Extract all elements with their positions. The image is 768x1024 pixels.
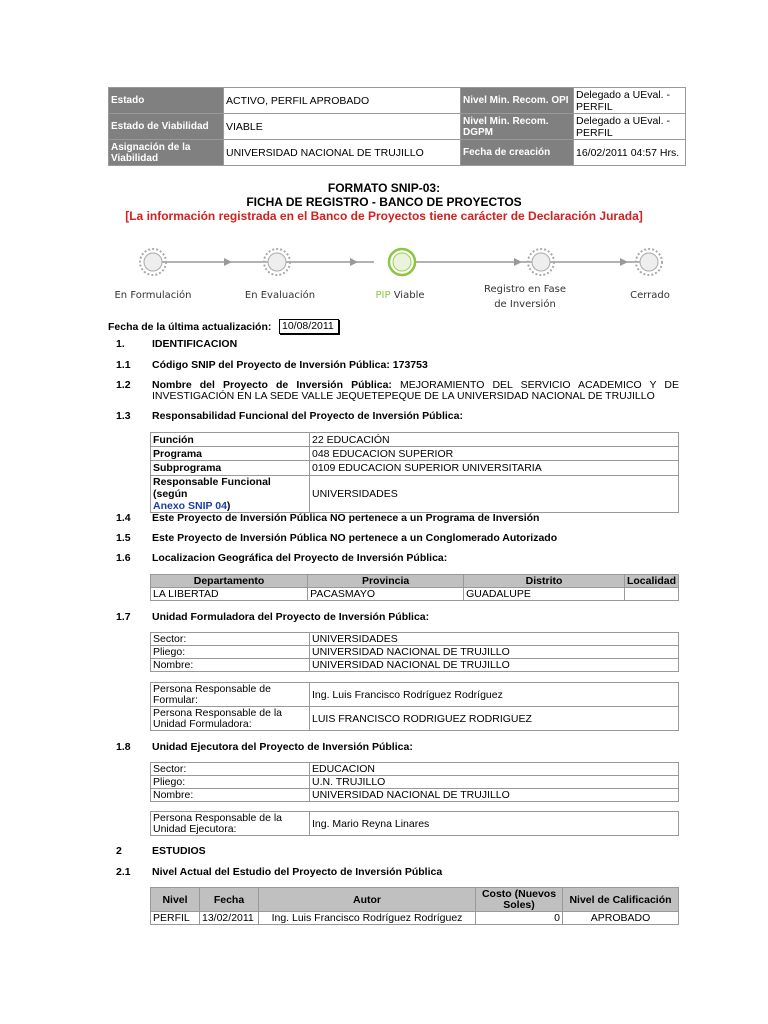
stage-label-registro-line2: de Inversión <box>494 299 556 310</box>
stage-label-formulacion: En Formulación <box>114 290 192 301</box>
section-1-5-number: 1.5 <box>116 532 131 544</box>
location-table <box>150 574 679 601</box>
ue-persona-value: Ing. Mario Reyna Linares <box>310 812 679 836</box>
study-header-calificacion: Nivel de Calificación <box>563 888 679 912</box>
location-header-provincia: Provincia <box>308 575 464 588</box>
location-header-localidad: Localidad <box>624 575 678 588</box>
study-nivel: PERFIL <box>151 912 200 925</box>
ue-sector-value: EDUCACION <box>310 763 679 776</box>
stage-label-viable-pip: PIP <box>375 290 391 301</box>
fecha-creacion-label: Fecha de creación <box>461 140 574 166</box>
uf-persona-unidad-label: Persona Responsable de la Unidad Formuladora: <box>151 707 310 731</box>
section-1-title: IDENTIFICACION <box>152 338 238 350</box>
stage-label-evaluacion: En Evaluación <box>244 290 316 301</box>
ue-persona-label: Persona Responsable de la Unidad Ejecutora: <box>151 812 310 836</box>
section-1-8-title: Unidad Ejecutora del Proyecto de Inversión Pública: <box>152 741 413 753</box>
programa-value: 048 EDUCACION SUPERIOR <box>310 447 679 461</box>
stage-circle-cerrado <box>636 249 662 275</box>
stage-circle-formulacion <box>140 249 166 275</box>
status-header-table <box>108 87 686 166</box>
responsable-funcional-close: ) <box>226 500 231 512</box>
section-1-8-number: 1.8 <box>116 741 131 753</box>
form-title-declaration: [La información registrada en el Banco de Proyectos tiene carácter de Declaración Jurada] <box>125 209 643 223</box>
study-autor: Ing. Luis Francisco Rodríguez Rodríguez <box>259 912 476 925</box>
nivel-opi-value: Delegado a UEval. - PERFIL <box>574 88 686 114</box>
fecha-creacion-value: 16/02/2011 04:57 Hrs. <box>574 140 686 166</box>
funcion-value: 22 EDUCACIÓN <box>310 433 679 447</box>
nivel-dgpm-label: Nivel Min. Recom. DGPM <box>461 114 574 140</box>
nivel-dgpm-value: Delegado a UEval. - PERFIL <box>574 114 686 140</box>
stage-progress <box>120 240 670 285</box>
section-2-title: ESTUDIOS <box>152 845 206 857</box>
study-costo: 0 <box>476 912 563 925</box>
study-header-fecha: Fecha <box>200 888 259 912</box>
location-provincia: PACASMAYO <box>308 588 464 601</box>
section-1-4-number: 1.4 <box>116 512 131 524</box>
form-title-line1: FORMATO SNIP-03: <box>327 181 441 195</box>
stage-label-viable-word: Viable <box>393 290 425 301</box>
formulating-unit-table <box>150 632 679 672</box>
update-date-label: Fecha de la última actualización: <box>108 321 272 333</box>
ue-pliego-value: U.N. TRUJILLO <box>310 776 679 789</box>
uf-nombre-label: Nombre: <box>151 659 310 672</box>
uf-pliego-label: Pliego: <box>151 646 310 659</box>
nivel-opi-label: Nivel Min. Recom. OPI <box>461 88 574 114</box>
section-1-6-title: Localizacion Geográfica del Proyecto de Inversión Pública: <box>152 552 448 564</box>
uf-persona-formular-label: Persona Responsable de Formular: <box>151 683 310 707</box>
uf-persona-unidad-value: LUIS FRANCISCO RODRIGUEZ RODRIGUEZ <box>310 707 679 731</box>
project-name-label: Nombre del Proyecto de Inversión Pública: <box>152 379 392 391</box>
location-header-distrito: Distrito <box>464 575 625 588</box>
update-date-value: 10/08/2011 <box>279 319 339 334</box>
project-name-text-a: MEJORAMIENTO DEL SERVICIO ACADEMICO Y DE <box>400 379 679 391</box>
executing-unit-table <box>150 762 679 802</box>
uf-sector-value: UNIVERSIDADES <box>310 633 679 646</box>
asignacion-label: Asignación de la Viabilidad <box>109 140 224 166</box>
ue-sector-label: Sector: <box>151 763 310 776</box>
stage-label-cerrado: Cerrado <box>630 290 670 301</box>
location-departamento: LA LIBERTAD <box>151 588 308 601</box>
responsable-funcional-label <box>151 476 310 513</box>
section-1-4-text: Este Proyecto de Inversión Pública NO pertenece a un Programa de Inversión <box>152 512 540 524</box>
stage-circle-registro <box>528 249 554 275</box>
formulating-persons-table <box>150 682 679 731</box>
uf-sector-label: Sector: <box>151 633 310 646</box>
study-calificacion: APROBADO <box>563 912 679 925</box>
form-title-line2: FICHA DE REGISTRO - BANCO DE PROYECTOS <box>246 195 522 209</box>
section-1-number: 1. <box>116 338 125 350</box>
ue-pliego-label: Pliego: <box>151 776 310 789</box>
section-1-5-text: Este Proyecto de Inversión Pública NO pertenece a un Conglomerado Autorizado <box>152 532 558 544</box>
section-2-number: 2 <box>116 845 122 857</box>
location-localidad <box>624 588 678 601</box>
stage-circle-viable <box>389 249 415 275</box>
anexo-snip-04-link[interactable]: Anexo SNIP 04 <box>153 500 227 512</box>
section-1-6-number: 1.6 <box>116 552 131 564</box>
snip-code: Código SNIP del Proyecto de Inversión Pública: 173753 <box>152 359 428 371</box>
uf-pliego-value: UNIVERSIDAD NACIONAL DE TRUJILLO <box>310 646 679 659</box>
study-fecha: 13/02/2011 <box>200 912 259 925</box>
section-1-7-number: 1.7 <box>116 611 131 623</box>
study-header-costo: Costo (Nuevos Soles) <box>476 888 563 912</box>
asignacion-value: UNIVERSIDAD NACIONAL DE TRUJILLO <box>224 140 461 166</box>
subprograma-label: Subprograma <box>151 461 310 476</box>
location-header-departamento: Departamento <box>151 575 308 588</box>
study-table <box>150 887 679 925</box>
ue-nombre-value: UNIVERSIDAD NACIONAL DE TRUJILLO <box>310 789 679 802</box>
responsable-funcional-text: Responsable Funcional (según <box>153 476 271 500</box>
stage-label-registro <box>475 282 575 312</box>
section-1-7-title: Unidad Formuladora del Proyecto de Inversión Pública: <box>152 611 430 623</box>
viabilidad-label: Estado de Viabilidad <box>109 114 224 140</box>
uf-nombre-value: UNIVERSIDAD NACIONAL DE TRUJILLO <box>310 659 679 672</box>
subprograma-value: 0109 EDUCACION SUPERIOR UNIVERSITARIA <box>310 461 679 476</box>
section-2-1-number: 2.1 <box>116 866 131 878</box>
executing-person-table <box>150 811 679 836</box>
viabilidad-value: VIABLE <box>224 114 461 140</box>
programa-label: Programa <box>151 447 310 461</box>
project-name-line2: INVESTIGACIÓN EN LA SEDE VALLE JEQUETEPEQUE DE LA UNIVERSIDAD NACIONAL DE TRUJILLO <box>152 390 655 402</box>
section-1-3-title: Responsabilidad Funcional del Proyecto de Inversión Pública: <box>152 410 463 422</box>
funcion-label: Función <box>151 433 310 447</box>
section-1-3-number: 1.3 <box>116 410 131 422</box>
stage-label-registro-line1: Registro en Fase <box>483 284 567 295</box>
uf-persona-formular-value: Ing. Luis Francisco Rodríguez Rodríguez <box>310 683 679 707</box>
stage-circle-evaluacion <box>264 249 290 275</box>
section-1-2-number: 1.2 <box>116 379 131 391</box>
section-2-1-title: Nivel Actual del Estudio del Proyecto de Inversión Pública <box>152 866 443 878</box>
study-header-nivel: Nivel <box>151 888 200 912</box>
functional-responsibility-table <box>150 432 679 513</box>
location-distrito: GUADALUPE <box>464 588 625 601</box>
study-header-autor: Autor <box>259 888 476 912</box>
stage-label-viable <box>360 290 440 301</box>
responsable-funcional-value: UNIVERSIDADES <box>310 476 679 513</box>
ue-nombre-label: Nombre: <box>151 789 310 802</box>
estado-value: ACTIVO, PERFIL APROBADO <box>224 88 461 114</box>
section-1-1-number: 1.1 <box>116 359 131 371</box>
estado-label: Estado <box>109 88 224 114</box>
